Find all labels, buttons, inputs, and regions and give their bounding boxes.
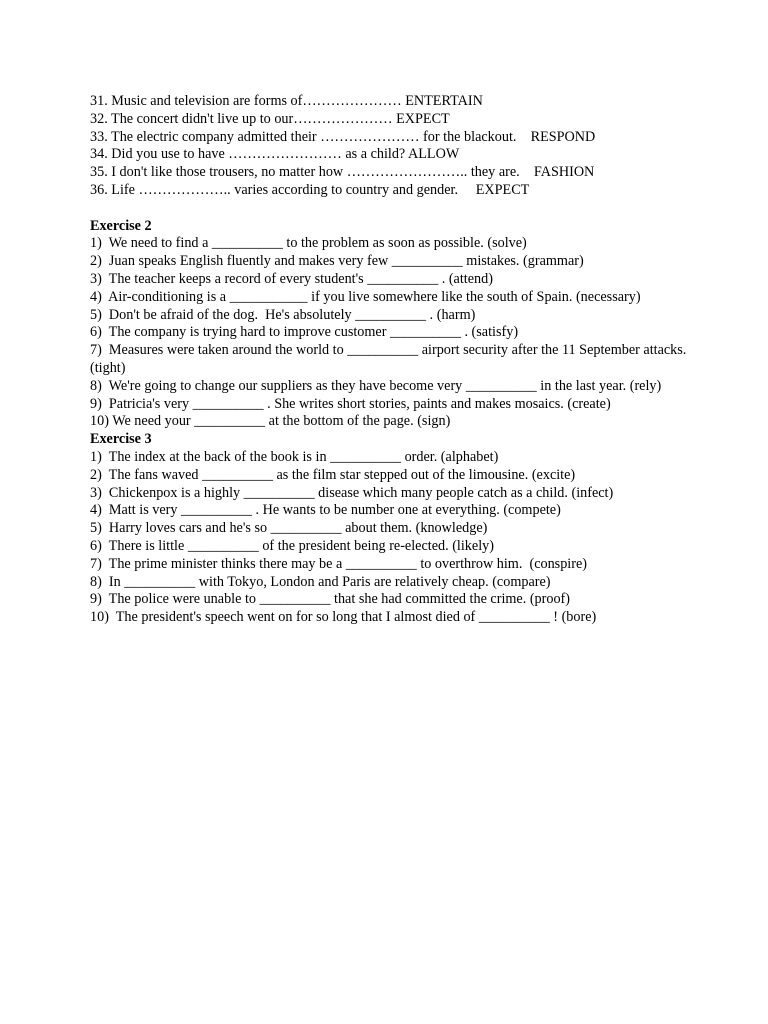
exercise-item: 1) We need to find a __________ to the problem as soon as possible. (solve) [90,235,527,252]
exercise-2-heading: Exercise 2 [90,217,152,234]
exercise-item: 8) We're going to change our suppliers as they have become very __________ in the last year. (rely) [90,377,662,394]
exercise-1-list [90,93,710,200]
exercise-item: 3) The teacher keeps a record of every student's __________ . (attend) [90,270,493,287]
exercise-item: 8) In __________ with Tokyo, London and Paris are relatively cheap. (compare) [90,573,551,590]
exercise-item: 7) Measures were taken around the world to __________ airport security after the 11 September attacks. (tight) [90,342,690,376]
exercise-item: 32. The concert didn't live up to our………………… EXPECT [90,110,450,127]
exercise-3-heading: Exercise 3 [90,431,152,448]
exercise-2-section [90,218,710,432]
exercise-item: 10) We need your __________ at the bottom of the page. (sign) [90,413,451,430]
exercise-item: 5) Harry loves cars and he's so __________ about them. (knowledge) [90,520,488,537]
exercise-item: 35. I don't like those trousers, no matter how …………………….. they are. FASHION [90,164,595,181]
exercise-item: 4) Matt is very __________ . He wants to be number one at everything. (compete) [90,502,561,519]
exercise-item: 36. Life ……………….. varies according to country and gender. EXPECT [90,181,530,198]
section-spacer [90,200,710,218]
exercise-3-section [90,431,710,627]
exercise-item: 1) The index at the back of the book is in __________ order. (alphabet) [90,448,499,465]
exercise-item: 33. The electric company admitted their ………………… for the blackout. RESPOND [90,128,596,145]
exercise-item: 10) The president's speech went on for so long that I almost died of __________ ! (bore) [90,609,597,626]
exercise-item: 2) Juan speaks English fluently and makes very few __________ mistakes. (grammar) [90,253,584,270]
exercise-item: 9) The police were unable to __________ that she had committed the crime. (proof) [90,591,570,608]
exercise-item: 34. Did you use to have …………………… as a child? ALLOW [90,146,460,163]
exercise-item: 3) Chickenpox is a highly __________ disease which many people catch as a child. (infect) [90,484,614,501]
exercise-item: 31. Music and television are forms of………………… ENTERTAIN [90,93,483,109]
worksheet-page [90,93,710,627]
exercise-item: 7) The prime minister thinks there may be a __________ to overthrow him. (conspire) [90,555,587,572]
exercise-item: 2) The fans waved __________ as the film star stepped out of the limousine. (excite) [90,466,576,483]
exercise-item: 5) Don't be afraid of the dog. He's absolutely __________ . (harm) [90,306,476,323]
exercise-item: 4) Air-conditioning is a ___________ if you live somewhere like the south of Spain. (necessary) [90,288,641,305]
exercise-item: 6) The company is trying hard to improve customer __________ . (satisfy) [90,324,519,341]
exercise-item: 9) Patricia's very __________ . She writes short stories, paints and makes mosaics. (create) [90,395,611,412]
exercise-item: 6) There is little __________ of the president being re-elected. (likely) [90,537,494,554]
